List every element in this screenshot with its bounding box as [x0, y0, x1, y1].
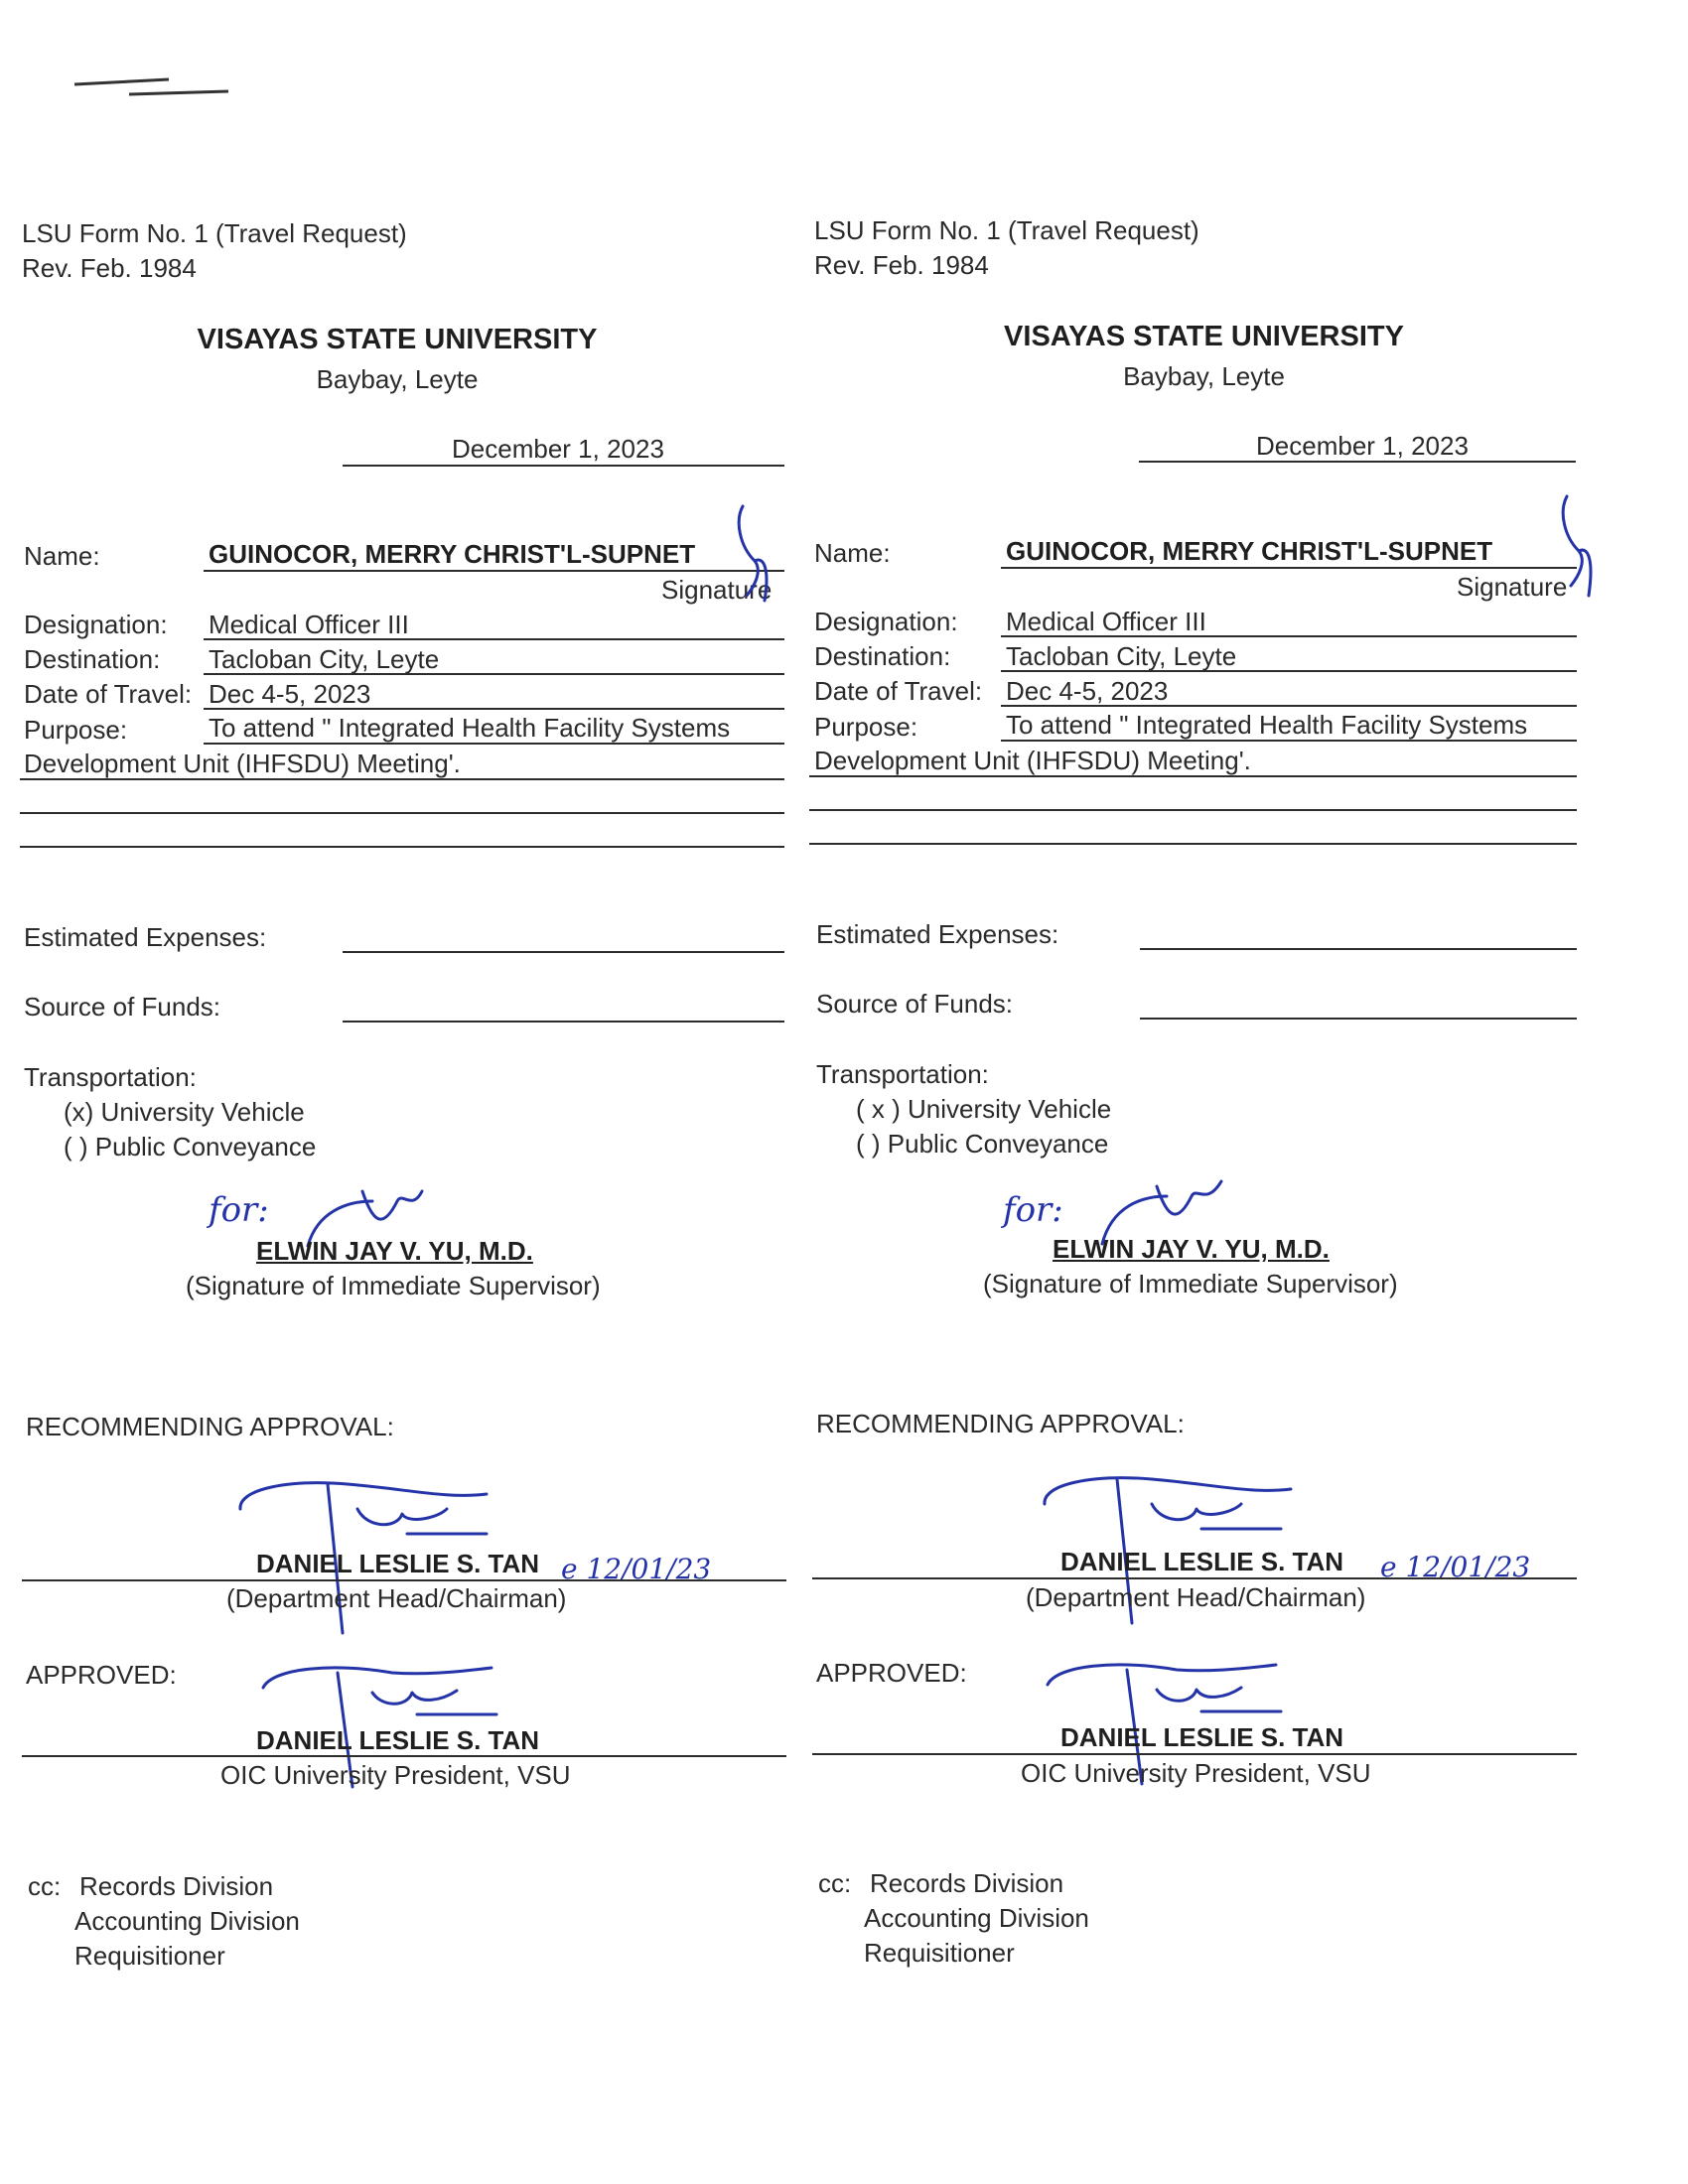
svg-text:for:: for: — [209, 1190, 269, 1230]
source-of-funds-label: Source of Funds: — [24, 992, 220, 1022]
estimated-expenses-label: Estimated Expenses: — [816, 919, 1059, 949]
purpose-line-1: To attend " Integrated Health Facility Systems — [209, 713, 731, 743]
purpose-label: Purpose: — [814, 712, 918, 742]
purpose-underline-3 — [809, 809, 1577, 811]
date-of-travel-line — [204, 708, 784, 710]
purpose-underline-4 — [809, 843, 1577, 845]
destination-line — [1001, 670, 1577, 672]
purpose-underline-2 — [20, 778, 784, 780]
transport-university-vehicle: ( x ) University Vehicle — [856, 1094, 1112, 1124]
estimated-expenses-label: Estimated Expenses: — [24, 922, 267, 952]
transport-public-conveyance: ( ) Public Conveyance — [856, 1129, 1109, 1159]
name-label: Name: — [814, 538, 891, 568]
transportation-label: Transportation: — [24, 1062, 197, 1092]
destination-line — [204, 673, 784, 675]
supervisor-name: ELWIN JAY V. YU, M.D. — [1053, 1234, 1330, 1264]
name-value: GUINOCOR, MERRY CHRIST'L-SUPNET — [1006, 536, 1493, 566]
travel-request-form-right — [794, 0, 1589, 2184]
designation-value: Medical Officer III — [209, 610, 409, 639]
supervisor-name: ELWIN JAY V. YU, M.D. — [256, 1236, 533, 1266]
cc-requisitioner: Requisitioner — [864, 1938, 1015, 1968]
form-number: LSU Form No. 1 (Travel Request) — [22, 218, 407, 248]
approved-label: APPROVED: — [26, 1660, 177, 1690]
cc-accounting-division: Accounting Division — [864, 1903, 1089, 1933]
date-line — [1139, 461, 1576, 463]
supervisor-caption: (Signature of Immediate Supervisor) — [983, 1269, 1398, 1298]
destination-value: Tacloban City, Leyte — [209, 644, 440, 674]
department-head-caption: (Department Head/Chairman) — [226, 1583, 567, 1613]
designation-line — [1001, 635, 1577, 637]
svg-text:for:: for: — [1003, 1190, 1063, 1230]
president-name: DANIEL LESLIE S. TAN — [256, 1725, 540, 1755]
cc-records-division: Records Division — [79, 1871, 274, 1901]
purpose-underline-3 — [20, 812, 784, 814]
designation-value: Medical Officer III — [1006, 607, 1206, 636]
purpose-line-1: To attend " Integrated Health Facility Systems — [1006, 710, 1528, 740]
transportation-label: Transportation: — [816, 1059, 989, 1089]
cc-records-division: Records Division — [870, 1868, 1064, 1898]
request-date: December 1, 2023 — [452, 434, 664, 464]
name-line — [1001, 567, 1577, 569]
date-of-travel-value: Dec 4-5, 2023 — [1006, 676, 1169, 706]
university-location: Baybay, Leyte — [1123, 361, 1285, 391]
date-of-travel-line — [1001, 705, 1577, 707]
signature-label: Signature — [1457, 572, 1568, 602]
purpose-label: Purpose: — [24, 715, 128, 745]
department-head-name: DANIEL LESLIE S. TAN — [256, 1549, 540, 1578]
svg-text:e 12/01/23: e 12/01/23 — [1380, 1551, 1531, 1583]
destination-label: Destination: — [24, 644, 161, 674]
request-date: December 1, 2023 — [1256, 431, 1469, 461]
purpose-underline-1 — [1001, 740, 1577, 742]
source-of-funds-line — [1140, 1018, 1577, 1020]
form-revision: Rev. Feb. 1984 — [22, 253, 197, 283]
svg-text:e 12/01/23: e 12/01/23 — [561, 1553, 712, 1585]
department-head-line — [22, 1579, 786, 1581]
source-of-funds-line — [343, 1021, 784, 1023]
department-head-name: DANIEL LESLIE S. TAN — [1060, 1547, 1344, 1576]
department-head-date-initial — [556, 1539, 712, 1598]
destination-value: Tacloban City, Leyte — [1006, 641, 1237, 671]
source-of-funds-label: Source of Funds: — [816, 989, 1013, 1019]
president-caption: OIC University President, VSU — [220, 1760, 571, 1790]
approved-label: APPROVED: — [816, 1658, 967, 1688]
applicant-signature — [1549, 491, 1609, 606]
transport-public-conveyance: ( ) Public Conveyance — [64, 1132, 317, 1161]
estimated-expenses-line — [343, 951, 784, 953]
recommending-approval-label: RECOMMENDING APPROVAL: — [816, 1409, 1185, 1438]
cc-label: cc: — [818, 1868, 852, 1898]
applicant-signature — [725, 501, 784, 611]
purpose-line-2: Development Unit (IHFSDU) Meeting'. — [24, 749, 461, 778]
president-caption: OIC University President, VSU — [1021, 1758, 1371, 1788]
department-head-date-initial — [1375, 1537, 1531, 1596]
department-head-caption: (Department Head/Chairman) — [1026, 1582, 1366, 1612]
travel-request-form-left — [0, 0, 794, 2184]
president-name: DANIEL LESLIE S. TAN — [1060, 1722, 1344, 1752]
signature-label: Signature — [661, 575, 773, 605]
cc-requisitioner: Requisitioner — [74, 1941, 225, 1971]
date-of-travel-label: Date of Travel: — [24, 679, 193, 709]
form-number: LSU Form No. 1 (Travel Request) — [814, 215, 1199, 245]
name-value: GUINOCOR, MERRY CHRIST'L-SUPNET — [209, 539, 696, 569]
purpose-underline-4 — [20, 846, 784, 848]
president-line — [22, 1755, 786, 1757]
date-of-travel-label: Date of Travel: — [814, 676, 983, 706]
estimated-expenses-line — [1140, 948, 1577, 950]
university-name: VISAYAS STATE UNIVERSITY — [197, 324, 598, 355]
purpose-underline-1 — [204, 743, 784, 745]
cc-accounting-division: Accounting Division — [74, 1906, 300, 1936]
name-label: Name: — [24, 541, 100, 571]
transport-university-vehicle: (x) University Vehicle — [64, 1097, 305, 1127]
department-head-line — [812, 1577, 1577, 1579]
date-of-travel-value: Dec 4-5, 2023 — [209, 679, 371, 709]
cc-label: cc: — [28, 1871, 62, 1901]
purpose-line-2: Development Unit (IHFSDU) Meeting'. — [814, 746, 1251, 775]
name-line — [204, 570, 784, 572]
recommending-approval-label: RECOMMENDING APPROVAL: — [26, 1412, 394, 1441]
university-name: VISAYAS STATE UNIVERSITY — [1004, 321, 1404, 352]
designation-line — [204, 638, 784, 640]
president-line — [812, 1753, 1577, 1755]
university-location: Baybay, Leyte — [316, 364, 479, 394]
form-revision: Rev. Feb. 1984 — [814, 250, 989, 280]
date-line — [343, 465, 784, 467]
purpose-underline-2 — [809, 775, 1577, 777]
destination-label: Destination: — [814, 641, 951, 671]
supervisor-caption: (Signature of Immediate Supervisor) — [186, 1271, 601, 1300]
designation-label: Designation: — [24, 610, 168, 639]
designation-label: Designation: — [814, 607, 958, 636]
